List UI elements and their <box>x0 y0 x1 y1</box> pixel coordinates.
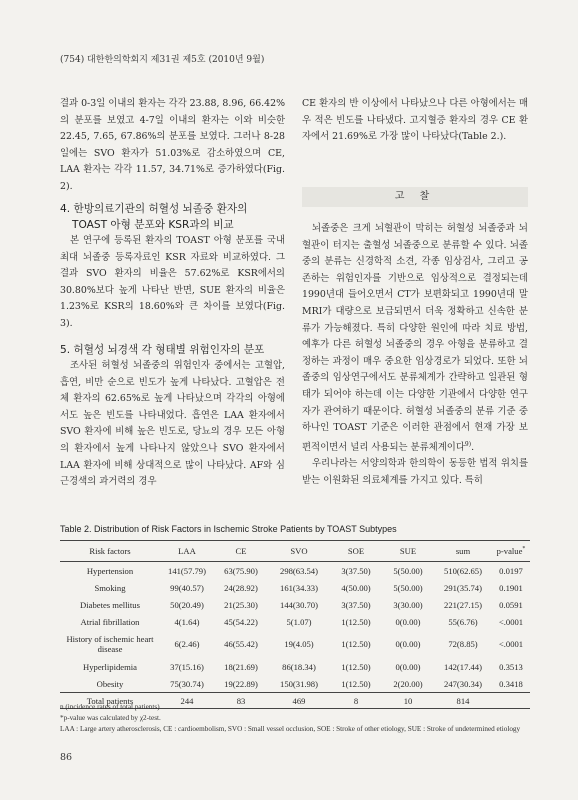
table-cell: 50(20.49) <box>170 599 204 610</box>
table-row <box>60 675 530 693</box>
total-cell: 8 <box>330 693 382 709</box>
table-cell: 1(12.50) <box>341 639 371 649</box>
table-cell: <.0001 <box>498 616 524 627</box>
header-p-value <box>492 541 530 562</box>
table-cell: 141(57.79) <box>168 565 206 576</box>
header-p-value-label: p-value <box>496 546 523 556</box>
table-cell: 3(30.00) <box>393 599 423 610</box>
table-cell: 45(54.22) <box>224 616 258 627</box>
table-cell: 0.1901 <box>499 582 523 593</box>
table-cell: 2(20.00) <box>393 678 423 689</box>
total-cell: 83 <box>214 693 268 709</box>
table-cell: 142(17.44) <box>444 661 482 672</box>
right-paragraph-1: CE 환자의 반 이상에서 나타났으나 다른 아형에서는 매우 적은 빈도를 나타냈다. 고지혈증 환자의 경우 CE 환자에서 21.69%로 가장 많이 나타났다(Table 2.). <box>302 98 528 143</box>
header-svo: SVO <box>268 541 330 562</box>
risk-factor-label: Hypertension <box>86 565 134 576</box>
table-cell: 5(50.00) <box>393 565 423 576</box>
risk-factor-label: Obesity <box>96 678 124 689</box>
table-cell: 1(12.50) <box>341 661 371 672</box>
left-paragraph-3: 조사된 허혈성 뇌졸중의 위험인자 중에서는 고혈압, 흡연, 비만 순으로 빈도가 높게 나타났다. 고혈압은 전체 환자의 62.65%로 높게 나타났으며 각각의 아형에서도 높은 빈도를 나타내었다. 흡연은 LAA 환자에서 SVO 환자에 비해 높은 빈도로, 당뇨의 경우 모든 아형의 환자에서 높게 나타나지 않았으나 SVO 환자에서 LAA 환자에 비해 상대적으로 많이 나타났다. AF와 심근경색의 과거력의 경우 <box>60 360 285 488</box>
table-cell: 5(50.00) <box>393 582 423 593</box>
table-body <box>60 562 530 709</box>
table-cell: 1(12.50) <box>341 616 371 627</box>
risk-factor-label: Smoking <box>94 582 126 593</box>
table-cell: 247(30.34) <box>444 678 482 689</box>
header-risk-factors: Risk factors <box>60 541 160 562</box>
table-row <box>60 579 530 596</box>
table-cell: 99(40.57) <box>170 582 204 593</box>
table-cell: 4(50.00) <box>341 582 371 593</box>
table-cell: 18(21.69) <box>224 661 258 672</box>
table-cell: 24(28.92) <box>224 582 258 593</box>
section-4-title-line-2: TOAST 아형 분포와 KSR과의 비교 <box>72 219 234 231</box>
table-row <box>60 562 530 580</box>
total-cell: 814 <box>434 693 492 709</box>
risk-factor-label: Hyperlipidemia <box>83 661 137 672</box>
risk-factor-table <box>60 540 530 709</box>
reference-9: 9) <box>464 440 472 448</box>
table-cell: 1(12.50) <box>341 678 371 689</box>
table-cell: 19(22.89) <box>224 678 258 689</box>
table-cell: 291(35.74) <box>444 582 482 593</box>
table-cell: 55(6.76) <box>448 616 478 627</box>
table-cell: 21(25.30) <box>224 599 258 610</box>
header-sue: SUE <box>382 541 434 562</box>
table-cell: 0.0591 <box>499 599 523 610</box>
note-p-value: *p-value was calculated by χ2-test. <box>60 714 161 722</box>
table-cell: 3(37.50) <box>341 599 371 610</box>
left-paragraph-2: 본 연구에 등록된 환자의 TOAST 아형 분포를 국내 최대 뇌졸중 등록자료인 KSR 자료와 비교하였다. 그 결과 SVO 환자의 비율은 57.62%로 KSR에서의 30.80%보다 높게 나타난 반면, SUE 환자의 비율은 1.23%로 KSR의 18.60%와 큰 차이를 보였다(Fig. 3). <box>60 235 285 329</box>
table-cell: <.0001 <box>498 639 524 649</box>
running-header: (754) 대한한의학회지 제31권 제5호 (2010년 9월) <box>60 55 265 65</box>
note-incidence: n (incidence rates of total patients) <box>60 703 160 711</box>
p-value-mark: * <box>522 546 526 553</box>
header-soe: SOE <box>330 541 382 562</box>
table-cell: 5(1.07) <box>286 616 312 627</box>
risk-factor-label: History of ischemic heart disease <box>66 634 154 654</box>
section-4 <box>60 201 285 333</box>
section-5-title: 5. 허혈성 뇌경색 각 형태별 위험인자의 분포 <box>60 344 265 356</box>
section-4-title-line-1: 4. 한방의료기관의 허혈성 뇌졸중 환자의 <box>60 203 248 215</box>
left-column <box>60 96 285 196</box>
table-cell: 46(55.42) <box>224 639 258 649</box>
table-header-row <box>60 541 530 562</box>
table-cell: 510(62.65) <box>444 565 482 576</box>
table-cell: 0(0.00) <box>395 639 421 649</box>
header-laa: LAA <box>160 541 214 562</box>
table-cell: 150(31.98) <box>280 678 318 689</box>
table-cell: 75(30.74) <box>170 678 204 689</box>
table-cell: 144(30.70) <box>280 599 318 610</box>
table-cell: 37(15.16) <box>170 661 204 672</box>
table-cell: 0(0.00) <box>395 661 421 672</box>
right-paragraph-3: 우리나라는 서양의학과 한의학이 동등한 법적 위치를 받는 이원화된 의료체계를 가지고 있다. 특히 <box>302 458 528 487</box>
total-cell: 244 <box>160 693 214 709</box>
table-cell: 4(1.64) <box>174 616 200 627</box>
right-column-body <box>302 221 528 490</box>
section-5 <box>60 342 285 491</box>
note-abbreviations: LAA : Large artery atherosclerosis, CE : cardioembolism, SVO : Small vessel occlusion, SOE : Stroke of other etiology, SUE : Stroke of undetermined etiology <box>60 725 521 733</box>
section-title-discussion: 고 찰 <box>302 187 528 207</box>
table-cell: 0.0197 <box>499 565 523 576</box>
risk-factor-label: Atrial fibrillation <box>80 616 140 627</box>
table-cell: 3(37.50) <box>341 565 371 576</box>
total-label: Total patients <box>60 693 160 709</box>
table-row <box>60 630 530 658</box>
table-cell: 6(2.46) <box>174 639 200 649</box>
table-cell: 19(4.05) <box>284 639 314 649</box>
right-column-top <box>302 96 528 146</box>
right-paragraph-2-end: . <box>471 441 475 453</box>
table-row <box>60 613 530 630</box>
table-cell: 221(27.15) <box>444 599 482 610</box>
table-cell: 0.3513 <box>499 661 523 672</box>
header-ce: CE <box>214 541 268 562</box>
table-cell: 298(63.54) <box>280 565 318 576</box>
table-cell: 86(18.34) <box>282 661 316 672</box>
total-cell: 10 <box>382 693 434 709</box>
total-cell: 469 <box>268 693 330 709</box>
table-title: Table 2. Distribution of Risk Factors in Ischemic Stroke Patients by TOAST Subtypes <box>60 524 397 534</box>
table-row <box>60 596 530 613</box>
table-cell: 72(8.85) <box>448 639 478 649</box>
table-row <box>60 658 530 675</box>
table-cell: 161(34.33) <box>280 582 318 593</box>
right-paragraph-2-text: 뇌졸중은 크게 뇌혈관이 막히는 허혈성 뇌졸중과 뇌혈관이 터지는 출혈성 뇌졸중으로 분류할 수 있다. 뇌졸중의 분류는 신경학적 소견, 각종 임상검사, 그리고 공존하는 위험인자를 기반으로 임상적으로 결정되는데 1990년대 들어오면서 CT가 보편화되고 1990년대 말 MRI가 대량으로 보급되면서 더욱 정확하고 신속한 분류가 가능해졌다. 특히 다양한 원인에 따라 치료 방법, 예후가 다른 허혈성 뇌졸중의 경우 아형을 분류하고 결정하는 과정이 매우 중요한 임상경로가 되었다. 또한 뇌졸중의 임상연구에서도 분류체계가 간략하고 일관된 형태가 되어야 하는데 이는 다양한 기관에서 다양한 연구자가 관여하기 때문이다. 허혈성 뇌졸중의 분류 기준 중 하나인 TOAST 기준은 이러한 관점에서 현재 가장 보편적이면서 널리 사용되는 분류체계이다 <box>302 223 528 453</box>
table-cell: 0.3418 <box>499 678 523 689</box>
table-cell: 63(75.90) <box>224 565 258 576</box>
page-number: 86 <box>60 752 73 763</box>
left-paragraph-1: 결과 0-3일 이내의 환자는 각각 23.88, 8.96, 66.42%의 분포를 보였고 4-7일 이내의 환자는 이와 비슷한 22.45, 7.65, 67.86%의 분포를 보였다. 그러나 8-28일에는 SVO 환자가 51.03%로 감소하였으며 CE, LAA 환자는 각각 11.57, 34.71%로 증가하였다(Fig. 2). <box>60 98 285 192</box>
right-paragraph-2 <box>302 221 528 456</box>
header-sum: sum <box>434 541 492 562</box>
risk-factor-label: Diabetes mellitus <box>80 599 140 610</box>
table-cell: 0(0.00) <box>395 616 421 627</box>
table-notes <box>60 702 520 735</box>
